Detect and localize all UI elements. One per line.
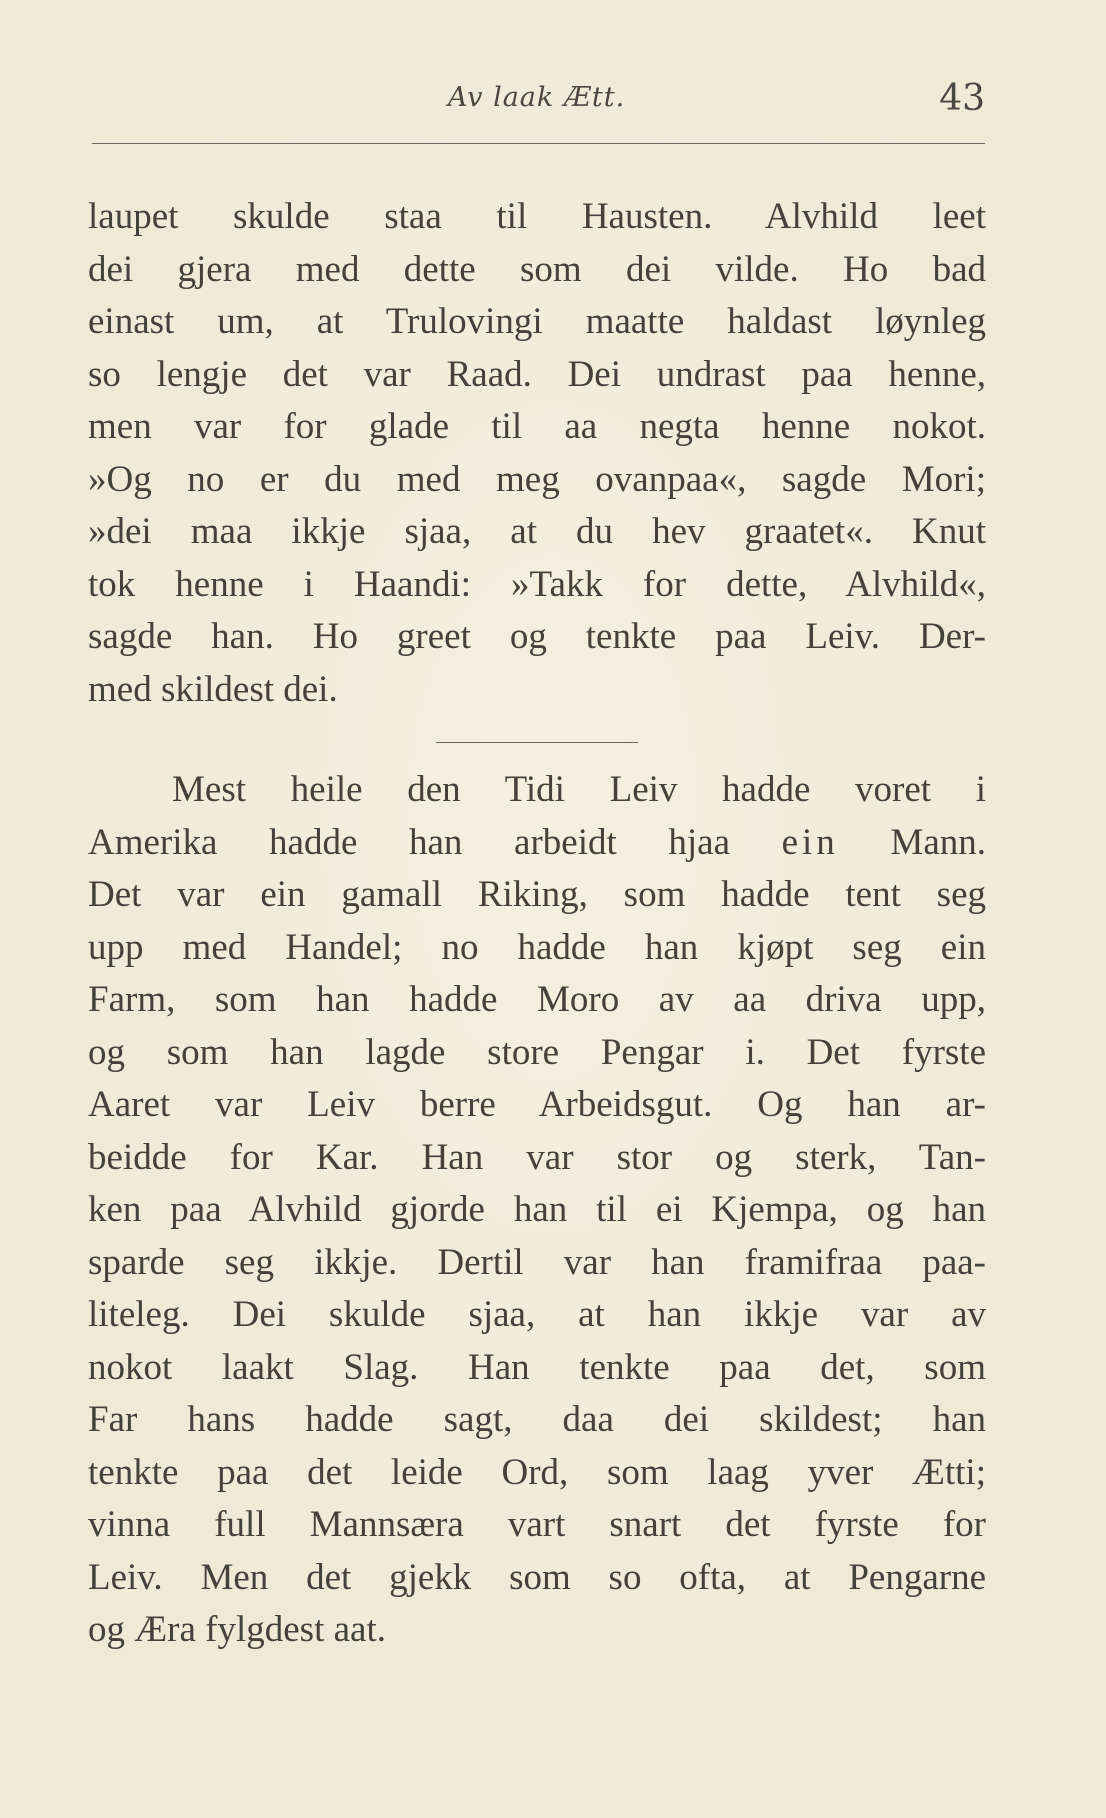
text-line xyxy=(88,817,986,870)
text-line: Aaret var Leiv berre Arbeidsgut. Og han ar- xyxy=(88,1084,986,1125)
text-line: Mest heile den Tidi Leiv hadde voret i xyxy=(172,769,986,810)
text-line: sparde seg ikkje. Dertil var han framifraa paa- xyxy=(88,1241,986,1283)
text-line: tenkte paa det leide Ord, som laag yver Ætti; xyxy=(88,1451,986,1493)
text-line: tok henne i Haandi: »Takk for dette, Alvhild«, xyxy=(88,563,986,605)
text-line: einast um, at Trulovingi maatte haldast løynleg xyxy=(88,301,986,342)
text-line: vinna full Mannsæra vart snart det fyrste for xyxy=(88,1504,986,1545)
text-line: Far hans hadde sagt, daa dei skildest; han xyxy=(88,1399,986,1440)
text-line: og som han lagde store Pengar i. Det fyrste xyxy=(88,1031,986,1073)
text-line: men var for glade til aa negta henne nokot. xyxy=(88,406,986,447)
text-line: beidde for Kar. Han var stor og sterk, Tan- xyxy=(88,1136,986,1178)
text-line: upp med Handel; no hadde han kjøpt seg ein xyxy=(88,926,986,968)
section-divider xyxy=(436,742,638,743)
text-line: og Æra fylgdest aat. xyxy=(88,1609,386,1650)
paragraph-1 xyxy=(88,191,986,716)
text-line: ken paa Alvhild gjorde han til ei Kjempa, og han xyxy=(88,1189,986,1230)
text-line: Farm, som han hadde Moro av aa driva upp, xyxy=(88,979,986,1020)
text-line: med skildest dei. xyxy=(88,668,338,710)
text-segment: Mann. xyxy=(838,821,986,863)
page-header xyxy=(88,78,985,128)
text-segment: Amerika hadde han arbeidt hjaa xyxy=(88,821,782,863)
text-line: sagde han. Ho greet og tenkte paa Leiv. Der- xyxy=(88,616,986,657)
text-line: nokot laakt Slag. Han tenkte paa det, som xyxy=(88,1346,986,1388)
header-rule xyxy=(92,143,985,144)
page-number: 43 xyxy=(939,78,985,119)
running-title: Av laak Ætt. xyxy=(447,82,626,113)
text-line: so lengje det var Raad. Dei undrast paa henne, xyxy=(88,353,986,395)
paragraph-2 xyxy=(88,764,986,1657)
emphasized-word: ein xyxy=(781,821,839,863)
text-line: dei gjera med dette som dei vilde. Ho bad xyxy=(88,248,986,290)
text-line: »Og no er du med meg ovanpaa«, sagde Mori; xyxy=(88,458,986,500)
text-line: Det var ein gamall Riking, som hadde tent seg xyxy=(88,874,986,915)
text-line: laupet skulde staa til Hausten. Alvhild leet xyxy=(88,196,986,237)
text-line: Leiv. Men det gjekk som so ofta, at Pengarne xyxy=(88,1556,986,1598)
text-line: »dei maa ikkje sjaa, at du hev graatet«. Knut xyxy=(88,511,986,552)
text-line: liteleg. Dei skulde sjaa, at han ikkje var av xyxy=(88,1294,986,1335)
